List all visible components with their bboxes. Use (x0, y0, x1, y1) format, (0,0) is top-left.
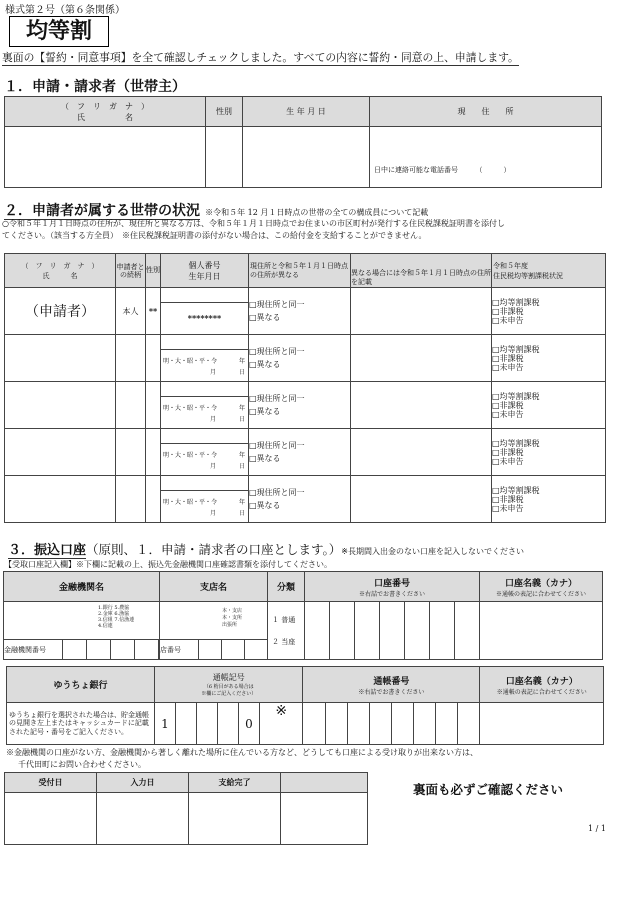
yucho-holder-header: 口座名義（カナ） ※通帳の表記に合わせてください (480, 667, 604, 703)
household-id-header: 個人番号 生年月日 (161, 254, 249, 288)
input-date-header: 入力日 (97, 773, 189, 793)
applicant-dob-field[interactable] (243, 127, 370, 188)
section2-heading: ２．申請者が属する世帯の状況 (4, 203, 200, 219)
section3-sub: 【受取口座記入欄】※下欄に記載の上、振込先金融機関口座確認書類を添付してください。 (4, 560, 332, 569)
account-no-header: 口座番号 ※右詰でお書きください (305, 572, 480, 602)
bottom-note-2: 千代田町にお問い合わせください。 (18, 760, 146, 769)
household-tax-check[interactable]: □均等割課税 □非課税 □未申告 (492, 382, 606, 429)
paid-complete-header: 支給完了 (189, 773, 281, 793)
household-address-check[interactable]: □現住所と同一 □異なる (249, 335, 351, 382)
section1-heading: １．申請・請求者（世帯主） (4, 76, 186, 97)
section2-note: ※令和５年 12 月１日時点の世帯の全ての構成員について記載 (205, 208, 429, 217)
section2-instruction-2: てください。（該当する方全員） ※住民税課税証明書の添付がない場合は、この給付金を支給することができません。 (2, 231, 427, 240)
household-tax-check[interactable]: □均等割課税 □非課税 □未申告 (492, 429, 606, 476)
household-relation-header: 申請者との続柄 (116, 254, 146, 288)
back-notice: 裏面も必ずご確認ください (413, 782, 564, 797)
household-applicant-label: （申請者） (5, 288, 116, 335)
form-title: 均等割 (9, 16, 109, 47)
household-address-check[interactable]: □現住所と同一 □異なる (249, 382, 351, 429)
household-address-check[interactable]: □現住所と同一 □異なる (249, 288, 351, 335)
household-prev-address-header: 異なる場合には令和５年１月１日時点の住所を記載 (351, 254, 492, 288)
household-tax-check[interactable]: □均等割課税 □非課税 □未申告 (492, 476, 606, 523)
household-address-check[interactable]: □現住所と同一 □異なる (249, 476, 351, 523)
household-row (5, 335, 606, 382)
household-tax-check[interactable]: □均等割課税 □非課税 □未申告 (492, 288, 606, 335)
household-address-check[interactable]: □現住所と同一 □異なる (249, 429, 351, 476)
phone-label: 日中に連絡可能な電話番号 （ ） (374, 166, 511, 174)
applicant-table (4, 96, 602, 188)
office-table (4, 772, 368, 845)
household-id-cell[interactable]: 明・大・昭・平・令 年 月 日 (161, 429, 249, 476)
household-id-cell[interactable] (161, 288, 249, 335)
yucho-description: ゆうちょ銀行を選択された場合は、貯金通帳の見開き左上またはキャッシュカードに記載された記号・番号をご記入ください。 (7, 703, 155, 745)
account-holder-header: 口座名義（カナ） ※通帳の表記に合わせてください (480, 572, 603, 602)
bank-name-field[interactable] (4, 602, 160, 640)
account-kind-field[interactable]: １ 普通 ２ 当座 (268, 602, 305, 660)
household-sex-mask: ** (146, 288, 161, 335)
household-row (5, 476, 606, 523)
household-name-header: （ フ リ ガ ナ ） 氏 名 (5, 254, 116, 288)
yucho-holder-field[interactable] (480, 703, 604, 745)
tsucho-kigo-header: 通帳記号 （6 桁目がある場合は ※欄にご記入ください） (155, 667, 303, 703)
section3-note: ※長期間入出金のない口座を記入しないでください (341, 547, 524, 556)
kind-header: 分類 (268, 572, 305, 602)
yucho-header: ゆうちょ銀行 (7, 667, 155, 703)
section3-heading-wrap (8, 539, 524, 558)
account-holder-field[interactable] (480, 602, 603, 660)
applicant-address-field[interactable] (370, 127, 602, 188)
section2-instruction-1: ○令和５年１月１日時点の住所が、現住所と異なる方は、令和５年１月１日時点でお住まいの市区町村が発行する住民税課税証明書を添付し (2, 219, 505, 228)
input-date-field[interactable] (97, 793, 189, 845)
household-relation-self: 本人 (116, 288, 146, 335)
branch-name-field[interactable] (160, 602, 268, 640)
household-row (5, 288, 606, 335)
section2-heading-wrap (4, 200, 428, 220)
household-tax-check[interactable]: □均等割課税 □非課税 □未申告 (492, 335, 606, 382)
household-id-cell[interactable]: 明・大・昭・平・令 年 月 日 (161, 382, 249, 429)
household-id-mask: ******** (187, 313, 222, 323)
bank-name-header: 金融機関名 (4, 572, 160, 602)
household-id-cell[interactable]: 明・大・昭・平・令 年 月 日 (161, 476, 249, 523)
branch-code-label: 店番号 (160, 640, 199, 660)
bottom-note-1: ※金融機関の口座がない方、金融機関から著しく離れた場所に住んでいる方など、どうしても口座による受け取りが出来ない方は、 (6, 748, 478, 757)
kigo-star[interactable]: ※ (260, 703, 303, 745)
household-row (5, 429, 606, 476)
paid-complete-field[interactable] (189, 793, 281, 845)
bank-type-list: 1.銀行 5.農協 2.金庫 6.漁協 3.信組 7.信漁連 4.信連 (98, 605, 135, 629)
kigo-digit-1: 1 (155, 703, 176, 745)
received-date-header: 受付日 (5, 773, 97, 793)
intro-text: 裏面の【誓約・同意事項】を全て確認しチェックしました。すべての内容に誓約・同意の上、申請します。 (2, 51, 519, 64)
household-tax-header: 令和５年度 住民税均等割課税状況 (492, 254, 606, 288)
applicant-address-header: 現 住 所 (370, 97, 602, 127)
yucho-table (6, 666, 604, 745)
section3-heading: ３．振込口座 (8, 543, 87, 558)
form-id: 様式第２号（第６条関係） (5, 5, 125, 16)
applicant-dob-header: 生 年 月 日 (243, 97, 370, 127)
household-prev-address[interactable] (351, 288, 492, 335)
branch-type-list: 本・支店 本・支所 出張所 (222, 608, 243, 628)
applicant-sex-header: 性別 (206, 97, 243, 127)
applicant-name-field[interactable] (5, 127, 206, 188)
applicant-name-header: （ フ リ ガ ナ ） 氏 名 (5, 97, 206, 127)
branch-name-header: 支店名 (160, 572, 268, 602)
household-table (4, 253, 606, 523)
household-id-cell[interactable]: 明・大・昭・平・令 年 月 日 (161, 335, 249, 382)
household-address-header: 現住所と令和５年１月１日時点の住所が異なる (249, 254, 351, 288)
kigo-digit-0: 0 (239, 703, 260, 745)
household-sex-header: 性別 (146, 254, 161, 288)
tsucho-no-header: 通帳番号 ※右詰でお書きください (303, 667, 480, 703)
household-row (5, 382, 606, 429)
bank-table (3, 571, 603, 660)
bank-code-label: 金融機関番号 (4, 640, 63, 660)
received-date-field[interactable] (5, 793, 97, 845)
applicant-sex-field[interactable] (206, 127, 243, 188)
section3-heading-rule: （原則、１．申請・請求者の口座とします。） (86, 542, 342, 557)
page-number: 1 / 1 (588, 824, 606, 833)
